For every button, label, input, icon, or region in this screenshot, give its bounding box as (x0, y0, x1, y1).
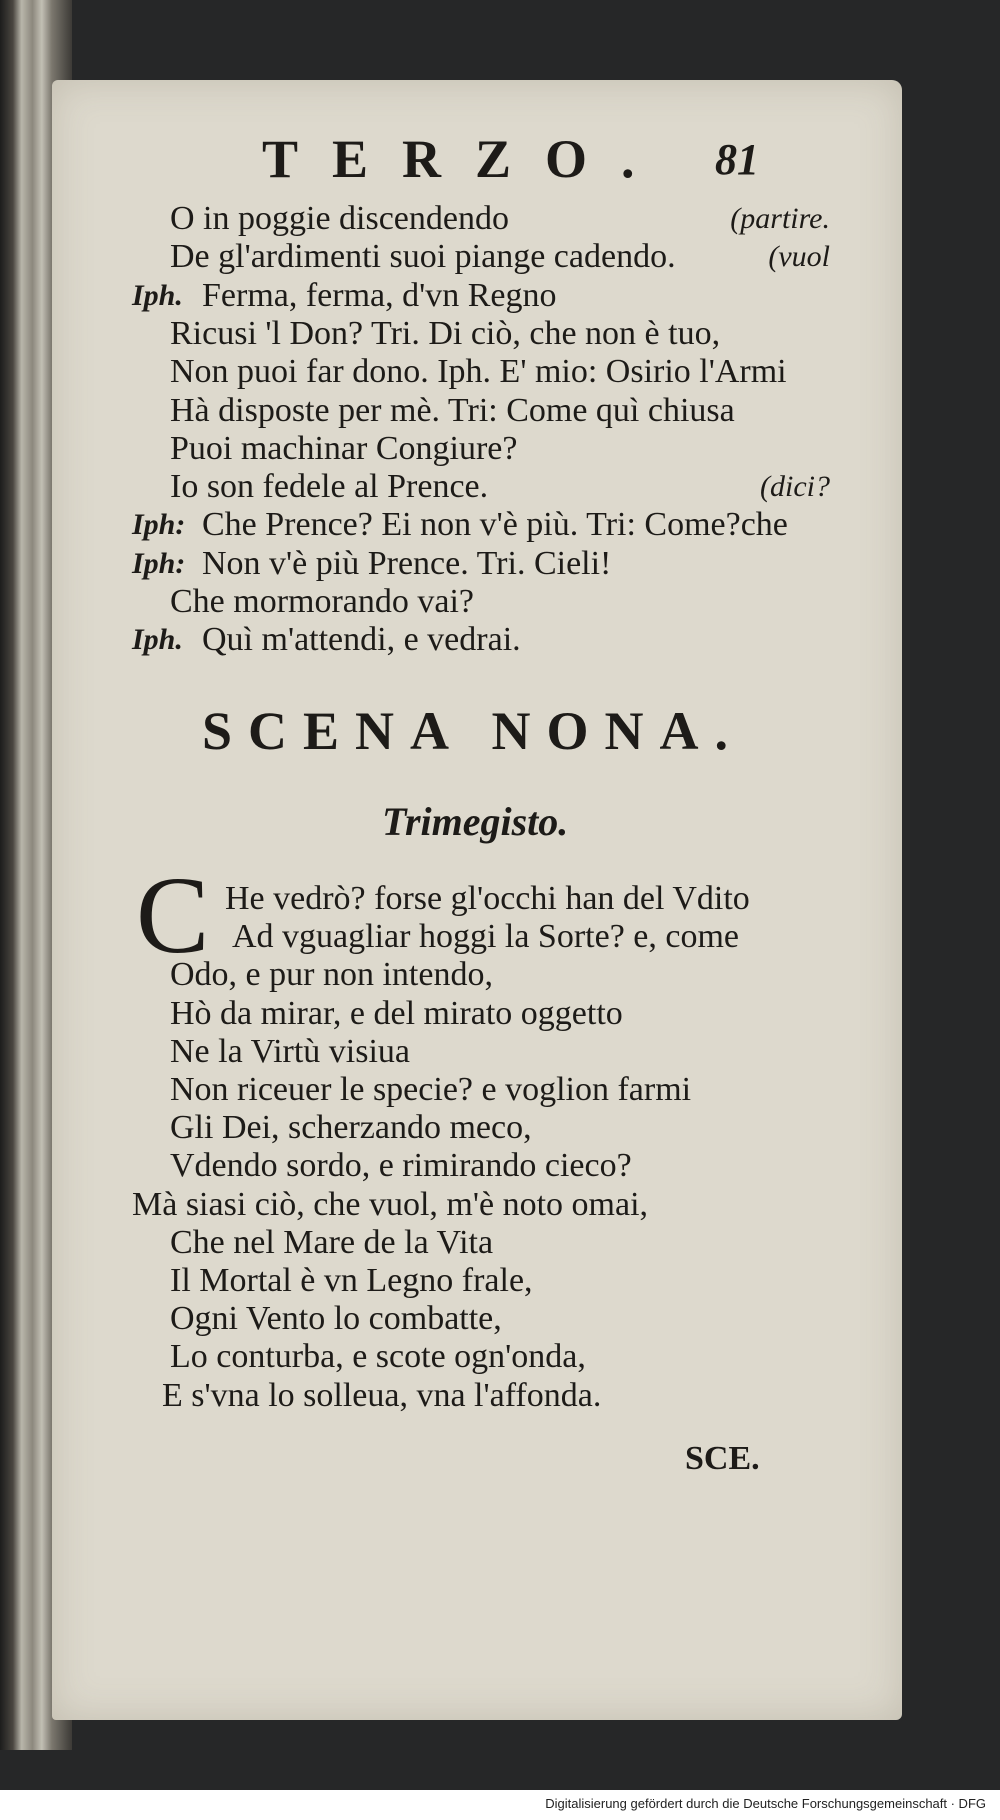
dialogue-text: Ferma, ferma, d'vn Regno (202, 276, 557, 314)
character-name: Trimegisto. (382, 799, 569, 844)
speaker-label: Iph: (132, 508, 186, 542)
dialogue-line (0, 392, 830, 432)
speaker-label: Iph. (132, 623, 183, 657)
dialogue-text: Hà disposte per mè. Tri: Come quì chiusa (170, 391, 735, 429)
digitization-footer (0, 1790, 1000, 1820)
verse-line: Ad vguagliar hoggi la Sorte? e, come (232, 918, 740, 956)
dialogue-line (0, 583, 830, 623)
verse-line: Hò da mirar, e del mirato oggetto (170, 994, 623, 1032)
turnover-text: (partire. (730, 202, 830, 235)
page-number: 81 (715, 135, 759, 184)
turnover-text: (vuol (768, 240, 830, 274)
verse-line: Mà siasi ciò, che vuol, m'è noto omai, (132, 1185, 649, 1223)
turnover-text: (dici? (760, 470, 830, 504)
dialogue-text: De gl'ardimenti suoi piange cadendo. (170, 238, 676, 276)
dialogue-line (0, 430, 830, 470)
dialogue-text: Io son fedele al Prence. (170, 468, 489, 506)
dialogue-line (0, 545, 830, 585)
dialogue-text: Quì m'attendi, e vedrai. (202, 621, 521, 659)
verse-line: Gli Dei, scherzando meco, (170, 1109, 532, 1147)
footer-credit: Digitalisierung gefördert durch die Deutsche Forschungsgemeinschaft · DFG (545, 1796, 986, 1811)
dialogue-line (0, 315, 830, 355)
dialogue-text: Che mormorando vai? (170, 583, 475, 620)
dialogue-text: Puoi machinar Congiure? (170, 429, 518, 467)
dialogue-text: Che Prence? Ei non v'è più. Tri: Come?che (202, 506, 788, 544)
dialogue-line (0, 238, 830, 278)
speaker-label: Iph. (132, 278, 183, 312)
scene-title: SCENA NONA. (202, 701, 745, 761)
dialogue-text: Non v'è più Prence. Tri. Cieli! (202, 544, 612, 582)
speaker-label: Iph: (132, 546, 186, 580)
verse-line: Ogni Vento lo combatte, (170, 1300, 502, 1338)
verse-line: Il Mortal è vn Legno frale, (170, 1262, 533, 1299)
dialogue-text: Non puoi far dono. Iph. E' mio: Osirio l'Armi (170, 353, 787, 391)
dialogue-line (0, 353, 830, 393)
verse-line: Vdendo sordo, e rimirando cieco? (170, 1147, 632, 1185)
dialogue-line (0, 621, 830, 661)
dialogue-text: O in poggie discendendo (170, 200, 509, 237)
verse-line: Odo, e pur non intendo, (170, 956, 493, 994)
verse-line: Che nel Mare de la Vita (170, 1223, 494, 1261)
drop-cap: C (136, 854, 210, 976)
dialogue-line (0, 506, 830, 546)
verse-line: Ne la Virtù visiua (170, 1032, 411, 1070)
running-title: TERZO. (262, 129, 669, 189)
dialogue-line (0, 468, 830, 508)
dialogue-text: Ricusi 'l Don? Tri. Di ciò, che non è tuo, (170, 314, 721, 352)
verse-line: Lo conturba, e scote ogn'onda, (170, 1338, 586, 1376)
dialogue-line (0, 200, 830, 240)
catchword: SCE. (685, 1440, 760, 1477)
verse-line: E s'vna lo solleua, vna l'affonda. (162, 1376, 602, 1414)
verse-line: He vedrò? forse gl'occhi han del Vdito (225, 880, 750, 917)
dialogue-line (0, 277, 830, 317)
verse-line: Non riceuer le specie? e voglion farmi (170, 1071, 692, 1108)
